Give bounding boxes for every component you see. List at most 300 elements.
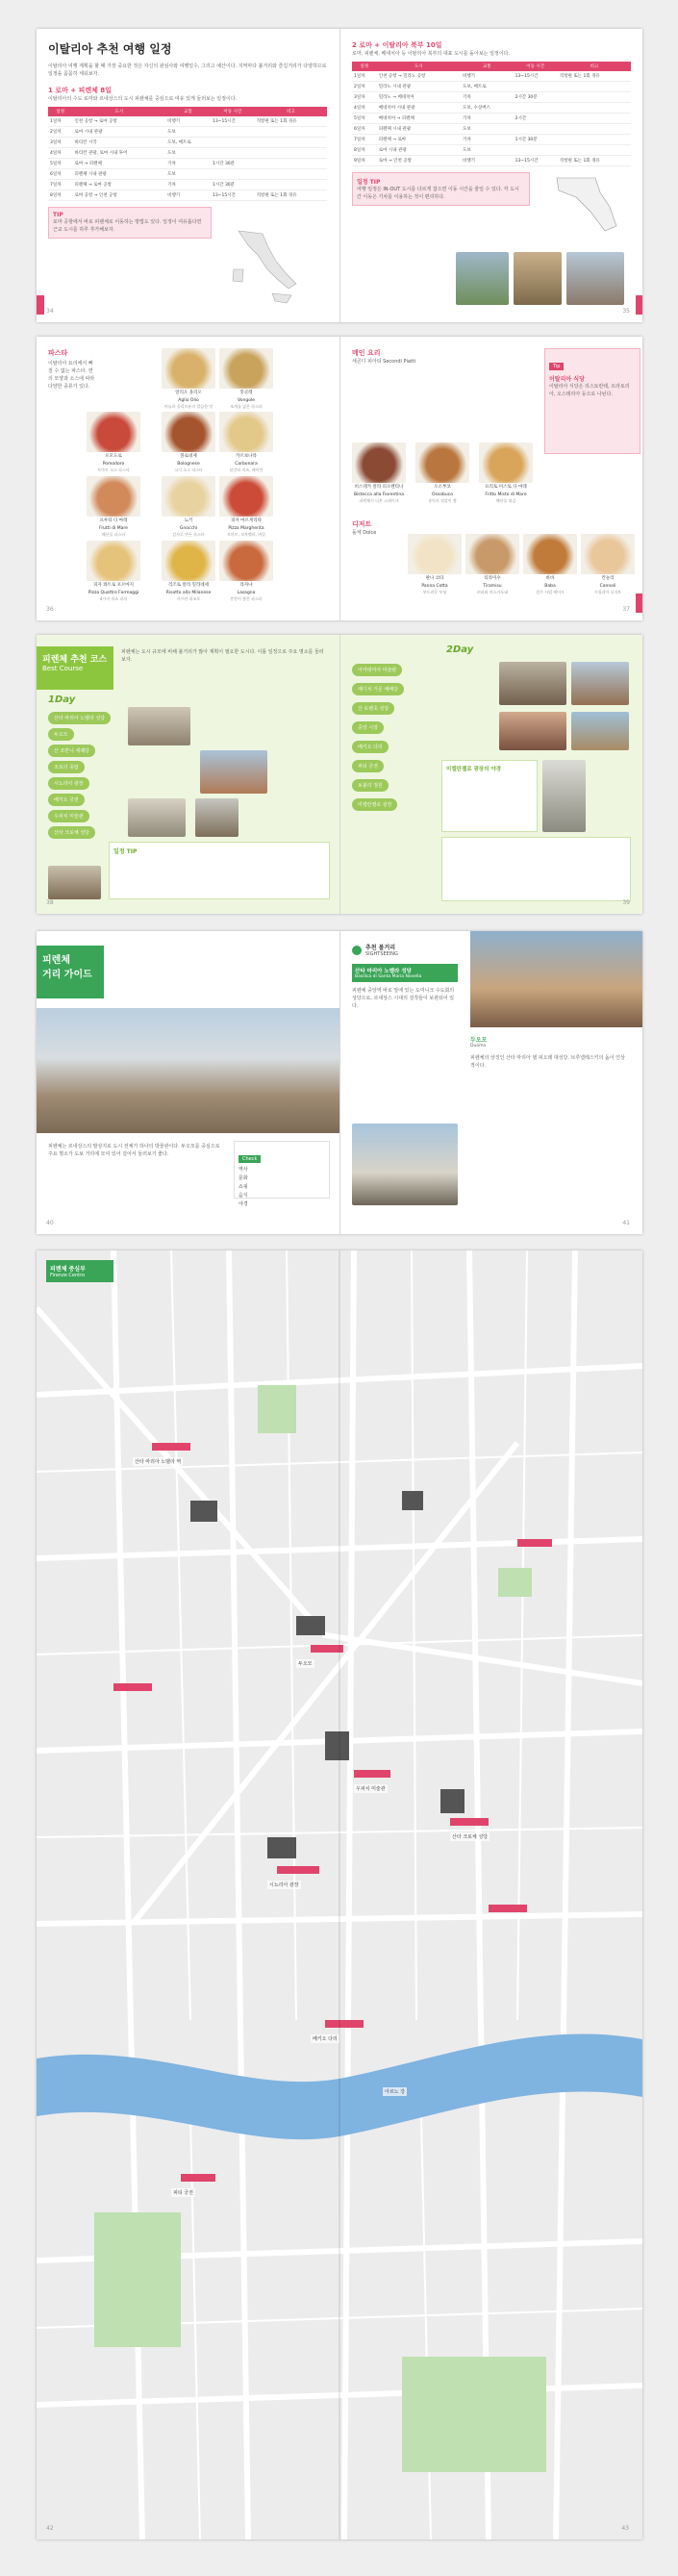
food-photo (479, 442, 533, 483)
section-title: 2 로마 + 이탈리아 북부 10일 (352, 41, 442, 49)
tip-text: 여행 일정은 IN-OUT 도시를 다르게 잡으면 이동 시간을 줄일 수 있다. 각 도시 간 이동은 기차를 이용하는 것이 편리하다. (357, 187, 519, 200)
food-name-it: Bolognese (177, 462, 200, 467)
leaf-icon (352, 946, 362, 955)
table-cell: 인천 공항 → 밀라노 공항 (377, 71, 461, 82)
table-cell: 9일차 (352, 156, 377, 166)
route-stop: 우피치 미술관 (48, 810, 89, 822)
sight1-ko: 산타 마리아 노벨라 성당 (355, 969, 412, 974)
food-name-it: Panna Cotta (421, 584, 448, 589)
food-photo (219, 541, 273, 581)
table-cell (211, 138, 255, 148)
table-header: 일정 (352, 62, 377, 71)
table-cell: 직항편 또는 1회 경유 (255, 116, 327, 127)
table-cell: 2일차 (352, 82, 377, 92)
food-name-it: Bistecca alla Fiorentina (353, 492, 405, 497)
table-cell: 도보 (165, 169, 211, 180)
tip-box (48, 207, 212, 239)
section-title: 1 로마 + 피렌체 8일 (48, 87, 112, 94)
table-cell (558, 124, 631, 135)
table-row (48, 159, 327, 169)
food-desc: 시칠리아 디저트 (593, 590, 622, 594)
table-row (352, 145, 631, 156)
food-name-it: Tiramisu (483, 584, 502, 589)
tip-title: TIP (53, 212, 63, 218)
table-cell (558, 114, 631, 124)
food-name-ko: 카르보나라 (236, 454, 257, 459)
route-stop: 조토의 종탑 (48, 761, 85, 773)
food-name-ko: 라자냐 (239, 583, 253, 588)
photo-city (566, 252, 624, 305)
photo-traveler (514, 252, 562, 305)
table-cell: 13~15시간 (211, 190, 255, 201)
table-cell: 베네치아 시내 관광 (377, 103, 461, 114)
day1-label: 1Day (48, 695, 76, 705)
dessert-heading: 디저트 (352, 520, 372, 528)
guide-intro: 피렌체는 르네상스의 발상지로 도시 전체가 하나의 박물관이다. 두오모를 중심으로 주요 명소가 도보 거리에 모여 있어 걸어서 둘러보기 좋다. (48, 1144, 220, 1157)
table-cell: 3일차 (352, 92, 377, 103)
night-view-title: 미켈란젤로 광장의 야경 (446, 767, 501, 772)
route-stop: 산타 마리아 노벨라 성당 (48, 712, 111, 724)
food-desc: 송아지 정강이 찜 (428, 498, 457, 503)
table-cell (514, 82, 558, 92)
table-cell (211, 127, 255, 138)
food-item (87, 412, 140, 472)
map-label: 베키오 다리 (313, 2036, 338, 2042)
food-photo (523, 534, 577, 574)
page-number: 37 (622, 606, 630, 613)
table-cell: 기차 (165, 159, 211, 169)
table-cell: 피렌체 시내 관광 (377, 124, 461, 135)
tip-text: 이탈리아 식당은 리스토란테, 트라토리아, 오스테리아 등으로 나뉜다. (549, 384, 630, 397)
photo-santa-maria-novella (128, 707, 190, 745)
table-cell: 8일차 (352, 145, 377, 156)
food-name-ko: 프루티 디 마레 (99, 518, 128, 523)
food-item (162, 541, 215, 601)
table-cell (558, 82, 631, 92)
food-desc: 해산물 튀김 (495, 498, 516, 503)
table-row (48, 180, 327, 190)
table-cell: 13~15시간 (211, 116, 255, 127)
tip-label: Tip (549, 363, 564, 370)
table-cell (255, 148, 327, 159)
table-row (48, 138, 327, 148)
food-desc: 조개를 넣은 파스타 (230, 404, 263, 409)
food-desc: 부드러운 푸딩 (422, 590, 447, 594)
food-photo (219, 476, 273, 517)
check-label: Check (239, 1155, 261, 1163)
food-name-it: Carbonara (235, 462, 258, 467)
table-cell: 직항편 또는 1회 경유 (558, 71, 631, 82)
page-40 (37, 931, 339, 1234)
page-38 (37, 635, 339, 914)
section-en: SIGHTSEEING (365, 951, 398, 957)
food-photo (465, 534, 519, 574)
extra-tip-box (441, 837, 631, 901)
dessert-sub: 돌체 Dolce (352, 530, 377, 536)
table-cell: 도보, 메트로 (165, 138, 211, 148)
food-desc: 피렌체식 티본 스테이크 (359, 498, 399, 503)
table-header: 비고 (255, 107, 327, 116)
check-item: 쇼핑 (239, 1184, 248, 1190)
photo-florence-panorama (37, 1008, 339, 1133)
table-cell: 5일차 (48, 159, 72, 169)
food-name-it: Cannoli (599, 584, 616, 589)
intro-text: 이탈리아 여행 계획을 할 때 가장 중요한 것은 자신의 관심사와 여행일수, 그리고 예산이다. 지역마다 볼거리와 즐길거리가 다양하므로 일정을 꼼꼼히 세워보자. (48, 63, 327, 77)
sight1-text: 피렌체 중앙역 바로 앞에 있는 도미니크 수도회의 성당으로, 르네상스 시대의 걸작들이 보관되어 있다. (352, 988, 455, 1009)
table-cell: 도보 (165, 148, 211, 159)
food-desc: 해산물 파스타 (101, 532, 126, 537)
food-item (415, 442, 469, 503)
food-name-ko: 피자 콰트로 포르마지 (93, 583, 134, 588)
table-row (48, 116, 327, 127)
map-label: 두오모 (298, 1661, 313, 1667)
route-stop: 산 로렌초 성당 (352, 702, 394, 715)
page-34 (37, 29, 339, 322)
page-tab (37, 295, 44, 315)
table-cell: 도보 (461, 124, 514, 135)
food-desc: 럼주 시럽 케이크 (536, 590, 565, 594)
food-desc: 4가지 치즈 피자 (99, 596, 128, 601)
food-item (352, 442, 406, 503)
sight2-ko: 두오모 (470, 1037, 488, 1044)
food-name-ko: 오소부코 (434, 485, 451, 490)
table-row (352, 124, 631, 135)
table-cell: 3일차 (48, 138, 72, 148)
photo-bell-tower (195, 798, 239, 837)
table-cell (255, 159, 327, 169)
table-cell: 피렌체 시내 관광 (72, 169, 165, 180)
sight2-text: 피렌체의 상징인 산타 마리아 델 피오레 대성당. 브루넬레스키의 돔이 인상적이다. (470, 1055, 625, 1069)
guide-title-1: 피렌체 (42, 955, 70, 966)
photo-medici (571, 662, 629, 705)
table-cell: 13~15시간 (514, 71, 558, 82)
table-cell: 8일차 (48, 190, 72, 201)
food-name-it: Baba (544, 584, 556, 589)
table-cell (558, 92, 631, 103)
course-tip-box (109, 842, 330, 899)
map-label: 피티 궁전 (173, 2190, 193, 2196)
table-header: 교통 (165, 107, 211, 116)
table-cell (514, 124, 558, 135)
food-name-ko: 포모도로 (105, 454, 122, 459)
table-cell (211, 148, 255, 159)
food-item (219, 541, 273, 601)
food-item (479, 442, 533, 503)
spread-itinerary (37, 29, 642, 322)
table-cell: 바티칸 관광, 로마 시내 투어 (72, 148, 165, 159)
table-cell: 2시간 30분 (514, 92, 558, 103)
table-cell: 도보, 수상버스 (461, 103, 514, 114)
check-item: 야경 (239, 1201, 248, 1207)
food-item (219, 412, 273, 472)
photo-baptistery (128, 798, 186, 837)
table-cell: 1시간 30분 (514, 135, 558, 145)
photo-santa-croce (48, 866, 101, 899)
table-header: 비고 (558, 62, 631, 71)
section-label: 추천 볼거리 (365, 945, 396, 951)
tip-title: 이탈리아 식당 (549, 376, 585, 383)
food-item (219, 476, 273, 537)
check-item: 문화 (239, 1175, 248, 1181)
food-desc: 달걀과 치즈, 베이컨 (229, 467, 264, 472)
food-desc: 사프란 리조토 (176, 596, 201, 601)
photo-duomo (200, 750, 267, 794)
sight2-header (470, 1035, 487, 1048)
tip-text: 로마 공항에서 바로 피렌체로 이동하는 방법도 있다. 일정이 여유롭다면 근교 도시를 하루 추가해보자. (53, 219, 202, 233)
photo-duomo-dome (470, 931, 642, 1027)
food-name-ko: 리조토 알라 밀라네세 (168, 583, 209, 588)
food-photo (162, 348, 215, 389)
table-cell (255, 180, 327, 190)
photo-academia (499, 662, 566, 705)
check-item: 역사 (239, 1167, 248, 1173)
table-row (48, 127, 327, 138)
food-desc: 감자로 만든 파스타 (172, 532, 205, 537)
table-cell: 4일차 (352, 103, 377, 114)
table-cell (514, 145, 558, 156)
route-stop: 베키오 궁전 (48, 794, 85, 806)
page-number: 38 (46, 899, 54, 906)
food-item (523, 534, 577, 594)
table-cell (558, 135, 631, 145)
route-stop: 산타 크로체 성당 (48, 826, 95, 839)
food-item (219, 348, 273, 409)
italy-map (219, 226, 306, 308)
italy-north-map (547, 173, 624, 240)
food-photo (162, 541, 215, 581)
route-stop: 베키오 다리 (352, 741, 389, 753)
table-cell: 7일차 (48, 180, 72, 190)
table-cell: 로마 시내 관광 (377, 145, 461, 156)
food-name-it: Ossobuco (432, 492, 453, 497)
table-cell: 1일차 (48, 116, 72, 127)
center-fold (339, 1250, 340, 2539)
table-cell: 비행기 (461, 71, 514, 82)
table-row (48, 190, 327, 201)
main-heading-sub: 세콘디 피아티 Secondi Piatti (352, 359, 416, 365)
food-desc: 고기 소스 파스타 (174, 467, 203, 472)
route-stop: 아카데미아 미술관 (352, 664, 402, 676)
table-row (352, 71, 631, 82)
route-stop: 중앙 시장 (352, 721, 384, 734)
route-stop: 산 조반니 세례당 (48, 745, 95, 757)
table-row (48, 148, 327, 159)
itinerary-table (352, 62, 631, 166)
food-photo (87, 412, 140, 452)
table-cell: 5일차 (352, 114, 377, 124)
page-number: 40 (46, 1220, 54, 1226)
table-cell: 직항편 또는 1회 경유 (255, 190, 327, 201)
route-stop: 두오모 (48, 728, 74, 741)
food-photo (408, 534, 462, 574)
itinerary-table (48, 107, 327, 201)
map-label: 아르노 강 (385, 2089, 405, 2095)
page-number: 42 (46, 2525, 54, 2532)
main-heading: 메인 요리 (352, 349, 381, 357)
food-item (465, 534, 519, 594)
map-title-en: Firenze Centro (50, 1273, 86, 1278)
map-title-box (46, 1260, 113, 1282)
table-cell (255, 169, 327, 180)
course-subtitle: Best Course (42, 665, 84, 672)
spread-best-course (37, 635, 642, 914)
table-cell: 로마 → 피렌체 (72, 159, 165, 169)
section-badge (352, 943, 398, 957)
food-name-ko: 티라미수 (484, 576, 501, 581)
food-name-ko: 볼로네제 (180, 454, 197, 459)
food-photo (352, 442, 406, 483)
table-cell: 바티칸 시국 (72, 138, 165, 148)
table-header: 일정 (48, 107, 72, 116)
table-row (352, 82, 631, 92)
table-cell: 로마 → 인천 공항 (377, 156, 461, 166)
check-list (239, 1166, 325, 1207)
table-cell (211, 169, 255, 180)
table-cell: 도보 (165, 127, 211, 138)
photo-statue (542, 760, 586, 832)
food-desc: 토마토 소스 파스타 (97, 467, 130, 472)
table-row (352, 114, 631, 124)
food-name-ko: 피자 마르게리타 (231, 518, 262, 523)
food-name-ko: 바바 (545, 576, 555, 581)
route-stop: 보볼리 정원 (352, 779, 389, 792)
route-stop: 메디치 가문 예배당 (352, 683, 404, 695)
food-name-it: Gnocchi (179, 526, 198, 531)
spread-map (37, 1250, 642, 2539)
table-cell: 인천 공항 → 로마 공항 (72, 116, 165, 127)
food-name-ko: 칸놀리 (601, 576, 615, 581)
table-cell: 기차 (461, 92, 514, 103)
day2-label: 2Day (446, 644, 474, 655)
table-row (352, 103, 631, 114)
table-row (352, 156, 631, 166)
photo-santa-maria-novella-front (352, 1124, 458, 1205)
course-intro: 피렌체는 도시 규모에 비해 볼거리가 많아 계획이 필요한 도시다. 이틀 일정으로 주요 명소를 둘러보자. (121, 649, 324, 663)
table-cell: 직항편 또는 1회 경유 (558, 156, 631, 166)
page-35 (339, 29, 642, 322)
table-cell (558, 145, 631, 156)
food-name-ko: 뇨키 (184, 518, 193, 523)
tip-box (352, 172, 530, 206)
food-name-it: Vongole (238, 398, 255, 403)
page-tab (636, 593, 642, 613)
table-cell: 비행기 (165, 190, 211, 201)
table-row (352, 92, 631, 103)
table-cell: 7일차 (352, 135, 377, 145)
check-box (234, 1141, 330, 1207)
page-number: 34 (46, 308, 54, 315)
table-cell (558, 103, 631, 114)
table-row (48, 169, 327, 180)
food-item (87, 476, 140, 537)
food-name-ko: 판나 코타 (425, 576, 444, 581)
food-name-it: Risotto alla Milanese (165, 591, 212, 595)
table-header: 도시 (72, 107, 165, 116)
table-header: 이동 시간 (514, 62, 558, 71)
table-cell: 기차 (165, 180, 211, 190)
food-photo (219, 412, 273, 452)
food-item (162, 412, 215, 472)
section-desc: 이탈리아의 수도 로마와 르네상스의 도시 피렌체를 중심으로 여유 있게 둘러보는 일정이다. (48, 96, 238, 102)
page-36 (37, 337, 339, 620)
food-item (581, 534, 635, 594)
spread-food (37, 337, 642, 620)
table-cell: 비행기 (165, 116, 211, 127)
table-cell: 6일차 (352, 124, 377, 135)
food-photo (87, 541, 140, 581)
page-title: 이탈리아 추천 여행 일정 (48, 42, 172, 56)
tip-title: 일정 TIP (357, 179, 381, 186)
route-stop: 미켈란젤로 광장 (352, 798, 397, 811)
table-cell: 베네치아 → 피렌체 (377, 114, 461, 124)
table-cell: 기차 (461, 114, 514, 124)
table-cell: 밀라노 시내 관광 (377, 82, 461, 92)
night-view-box (441, 760, 538, 832)
table-cell: 기차 (461, 135, 514, 145)
table-cell: 2일차 (48, 127, 72, 138)
food-name-it: Aglio Olio (178, 398, 199, 403)
map-label: 우피치 미술관 (356, 1786, 386, 1792)
table-header: 도시 (377, 62, 461, 71)
page-number: 43 (621, 2525, 629, 2532)
food-heading: 파스타 (48, 349, 68, 357)
table-header: 교통 (461, 62, 514, 71)
photo-ponte-vecchio (571, 712, 629, 750)
food-desc: 층층이 쌓은 파스타 (230, 596, 263, 601)
spread-street-guide (37, 931, 642, 1234)
table-row (352, 135, 631, 145)
page-number: 36 (46, 606, 54, 613)
food-photo (581, 534, 635, 574)
food-photo (219, 348, 273, 389)
food-photo (162, 476, 215, 517)
table-cell: 4일차 (48, 148, 72, 159)
table-header: 이동 시간 (211, 107, 255, 116)
page-37 (339, 337, 642, 620)
food-name-it: Lasagna (237, 591, 256, 595)
food-item (87, 541, 140, 601)
food-desc: 마늘과 올리브유의 깔끔한 맛 (163, 404, 213, 409)
course-tip-title: 일정 TIP (113, 848, 138, 855)
food-item (162, 476, 215, 537)
food-photo (162, 412, 215, 452)
food-name-it: Frutti di Mare (99, 526, 128, 531)
guide-title-box (37, 946, 104, 998)
table-cell: 로마 시내 관광 (72, 127, 165, 138)
page-number: 41 (622, 1220, 630, 1226)
table-cell: 피렌체 → 로마 (377, 135, 461, 145)
section-desc: 로마, 피렌체, 베네치아 등 이탈리아 북부의 대표 도시를 돌아보는 일정이다. (352, 51, 510, 57)
food-photo (415, 442, 469, 483)
food-name-ko: 봉골레 (239, 391, 253, 395)
table-cell: 1시간 30분 (211, 180, 255, 190)
food-name-ko: 비스테카 알라 피오렌티나 (354, 485, 404, 490)
table-cell (255, 138, 327, 148)
table-cell: 13~15시간 (514, 156, 558, 166)
page-39 (339, 635, 642, 914)
food-desc: 이탈리아 요리에서 빠질 수 없는 파스타. 면의 모양과 소스에 따라 다양한 종류가 있다. (48, 361, 95, 390)
photo-landscape (456, 252, 509, 305)
course-title-box (37, 646, 113, 690)
food-item (162, 348, 215, 409)
course-title: 피렌체 추천 코스 (42, 655, 108, 665)
table-cell: 6일차 (48, 169, 72, 180)
table-cell (514, 103, 558, 114)
table-cell: 비행기 (461, 156, 514, 166)
page-41 (339, 931, 642, 1234)
sight1-header (352, 964, 458, 982)
food-name-it: Pomodoro (102, 462, 125, 467)
